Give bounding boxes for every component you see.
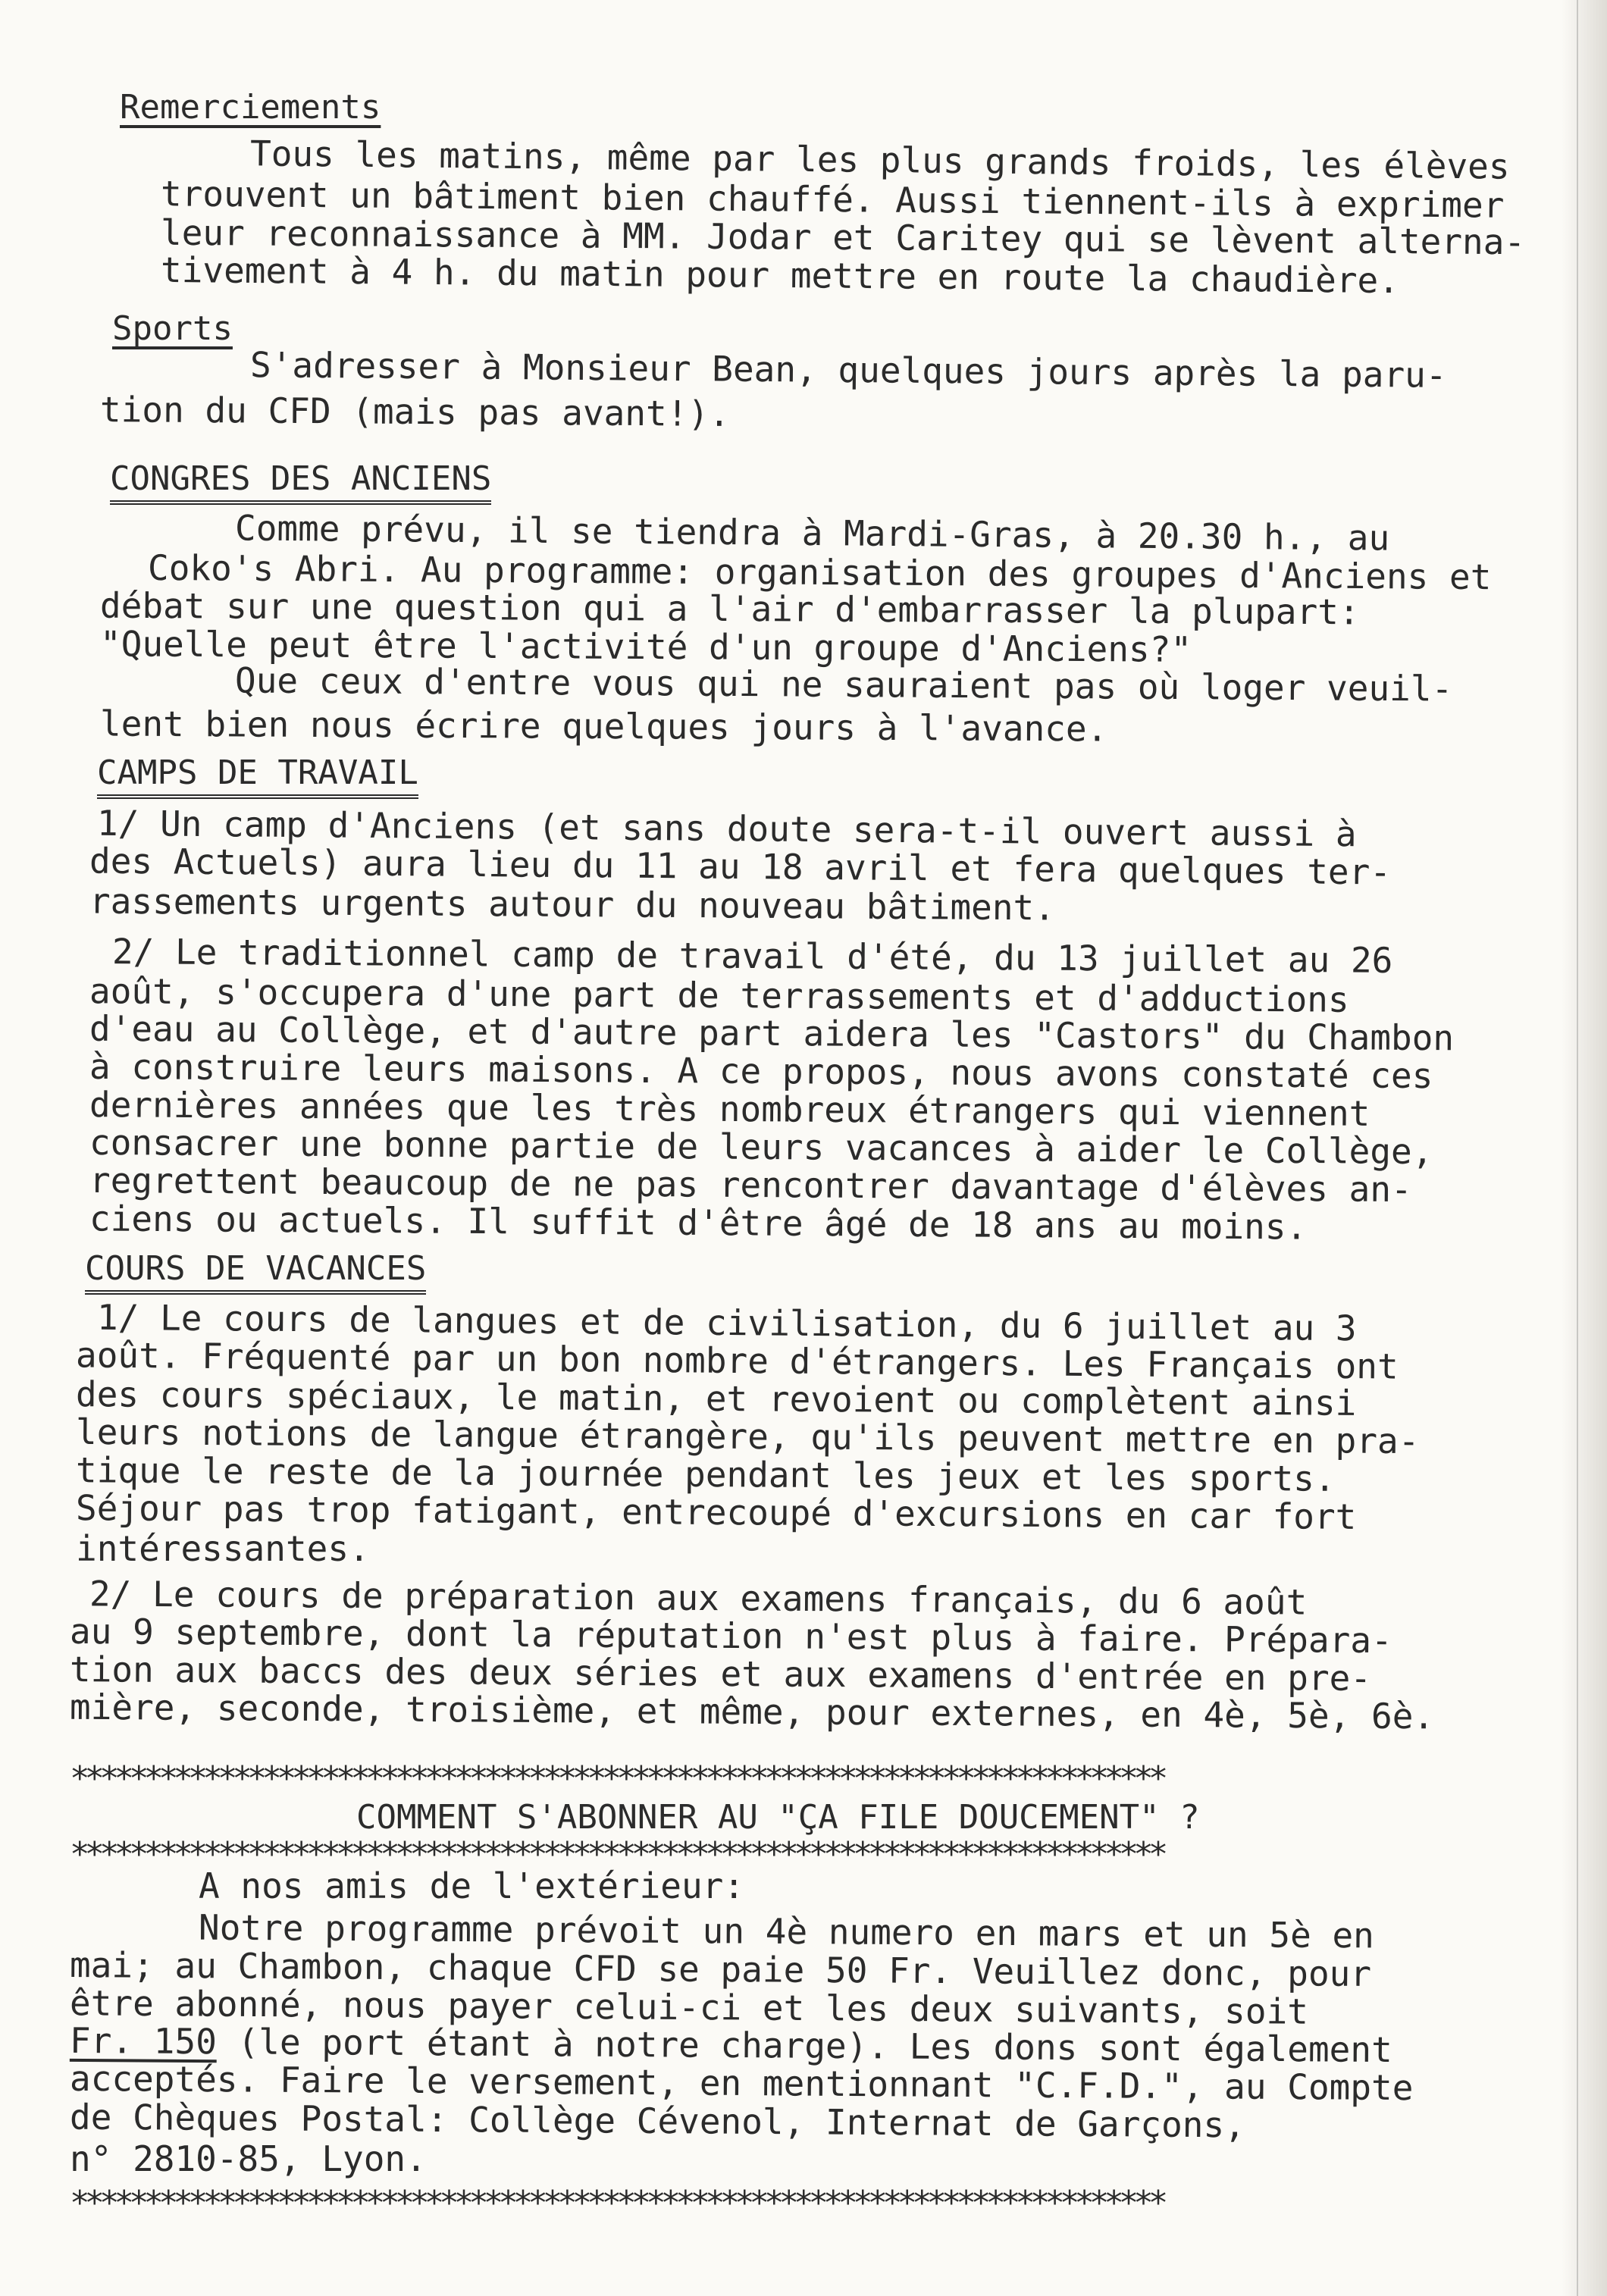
subscription-title: COMMENT S'ABONNER AU "ÇA FILE DOUCEMENT" ? — [356, 1798, 1200, 1837]
body-line: acceptés. Faire le versement, en mentionnant "C.F.D.", au Compte — [69, 2057, 1414, 2109]
body-line: débat sur une question qui a l'air d'embarrasser la plupart: — [99, 584, 1360, 633]
body-line: n° 2810-85, Lyon. — [70, 2138, 427, 2179]
body-line-rest: (le port étant à notre charge). Les dons sont également — [237, 2021, 1392, 2071]
body-line: intéressantes. — [76, 1528, 370, 1569]
body-line: d'eau au Collège, et d'autre part aidera les "Castors" du Chambon — [89, 1007, 1455, 1059]
scan-edge — [1562, 0, 1607, 2296]
body-line: Comme prévu, il se tiendra à Mardi-Gras, à 20.30 h., au — [234, 507, 1390, 559]
body-line: trouvent un bâtiment bien chauffé. Aussi tiennent-ils à exprimer — [160, 173, 1505, 226]
body-line: tion aux baccs des deux séries et aux examens d'entrée en pre- — [69, 1649, 1372, 1699]
body-line: tivement à 4 h. du matin pour mettre en route la chaudière. — [160, 249, 1400, 302]
body-line: tique le reste de la journée pendant les jeux et les sports. — [75, 1449, 1336, 1499]
star-separator: ************************************************************************** — [70, 1838, 1164, 1872]
scan-fold-line — [1577, 0, 1578, 2296]
body-line: Coko's Abri. Au programme: organisation des groupes d'Anciens et — [147, 547, 1492, 598]
heading-remerciements: Remerciements — [120, 88, 381, 127]
body-line: 2/ Le traditionnel camp de travail d'été, du 13 juillet au 26 — [111, 931, 1393, 981]
body-line: mière, seconde, troisième, et même, pour externes, en 4è, 5è, 6è. — [69, 1686, 1435, 1737]
body-line: rassements urgents autour du nouveau bâtiment. — [89, 880, 1056, 929]
body-line: Tous les matins, même par les plus grands froids, les élèves — [249, 133, 1510, 187]
body-line: août. Fréquenté par un bon nombre d'étrangers. Les Français ont — [75, 1334, 1399, 1387]
body-line: 2/ Le cours de préparation aux examens français, du 6 août — [89, 1573, 1308, 1623]
body-line: Séjour pas trop fatigant, entrecoupé d'excursions en car fort — [75, 1487, 1357, 1537]
body-line: Que ceux d'entre vous qui ne sauraient pas où loger veuil- — [234, 659, 1453, 709]
body-line: des cours spéciaux, le matin, et revoient ou complètent ainsi — [75, 1374, 1357, 1424]
body-line: être abonné, nous payer celui-ci et les deux suivants, soit — [69, 1982, 1309, 2032]
star-separator: ************************************************************************** — [70, 2187, 1164, 2220]
body-line: leurs notions de langue étrangère, qu'ils peuvent mettre en pra- — [75, 1411, 1420, 1462]
body-line: "Quelle peut être l'activité d'un groupe d'Anciens?" — [99, 623, 1192, 670]
heading-congres: CONGRES DES ANCIENS — [110, 462, 491, 505]
body-line: consacrer une bonne partie de leurs vacances à aider le Collège, — [89, 1121, 1433, 1173]
body-line: 1/ Le cours de langues et de civilisation, du 6 juillet au 3 — [96, 1296, 1357, 1349]
body-line: ciens ou actuels. Il suffit d'être âgé de 18 ans au moins. — [89, 1198, 1308, 1248]
body-line: des Actuels) aura lieu du 11 au 18 avril et fera quelques ter- — [89, 840, 1392, 893]
heading-cours: COURS DE VACANCES — [85, 1252, 426, 1295]
heading-sports: Sports — [112, 309, 233, 348]
body-line: tion du CFD (mais pas avant!). — [99, 389, 731, 434]
subscription-price: Fr. 150 — [69, 2019, 218, 2063]
body-line: mai; au Chambon, chaque CFD se paie 50 Fr. Veuillez donc, pour — [69, 1944, 1372, 1994]
body-line: au 9 septembre, dont la réputation n'est plus à faire. Prépara- — [69, 1610, 1392, 1662]
body-line: 1/ Un camp d'Anciens (et sans doute sera-t-il ouvert aussi à — [96, 802, 1357, 855]
body-line: A nos amis de l'extérieur: — [199, 1865, 745, 1906]
body-line: regrettent beaucoup de ne pas rencontrer davantage d'élèves an- — [89, 1159, 1412, 1211]
body-line: de Chèques Postal: Collège Cévenol, Internat de Garçons, — [69, 2096, 1246, 2146]
body-line: Notre programme prévoit un 4è numero en mars et un 5è en — [198, 1906, 1375, 1956]
body-line: S'adresser à Monsieur Bean, quelques jours après la paru- — [249, 344, 1447, 396]
body-line: à construire leurs maisons. A ce propos, nous avons constaté ces — [89, 1045, 1433, 1097]
heading-camps: CAMPS DE TRAVAIL — [97, 756, 418, 799]
body-line: leur reconnaissance à MM. Jodar et Caritey qui se lèvent alterna- — [160, 211, 1526, 263]
body-line: lent bien nous écrire quelques jours à l'avance. — [99, 703, 1108, 750]
body-line: août, s'occupera d'une part de terrassements et d'adductions — [89, 970, 1349, 1020]
body-line: dernières années que les très nombreux étrangers qui viennent — [89, 1084, 1370, 1134]
star-separator: ************************************************************************** — [70, 1762, 1164, 1796]
